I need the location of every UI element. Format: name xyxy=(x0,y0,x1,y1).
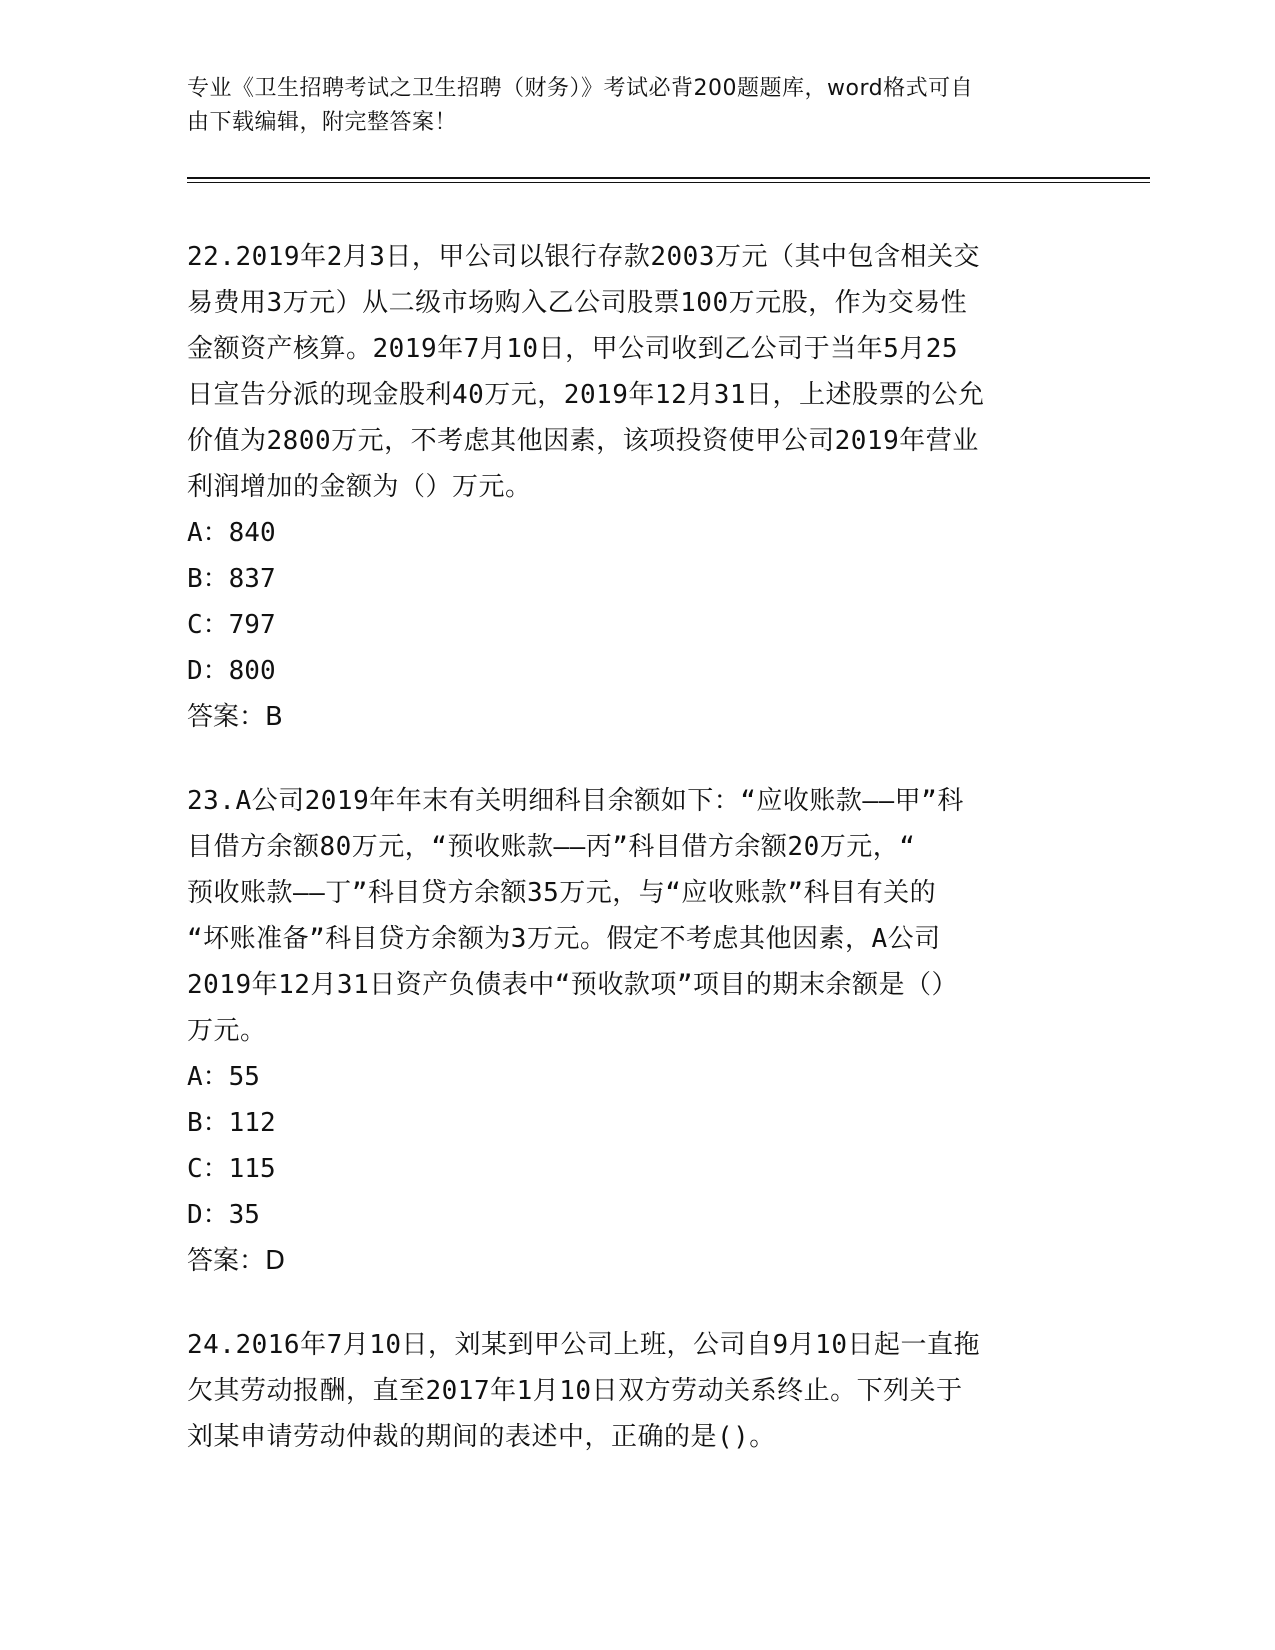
document-header xyxy=(187,72,1067,140)
question-text-line: 利润增加的金额为（）万元。 xyxy=(187,472,532,502)
header-line-2: 由下载编辑，附完整答案！ xyxy=(187,110,458,135)
question-text-line: 22.2019年2月3日，甲公司以银行存款2003万元（其中包含相关交 xyxy=(187,242,980,272)
question-text-line: 价值为2800万元，不考虑其他因素，该项投资使甲公司2019年营业 xyxy=(187,426,979,456)
question-23 xyxy=(187,778,1087,1284)
option-a: A：840 xyxy=(187,518,276,548)
option-a: A：55 xyxy=(187,1062,260,1092)
question-text-line: “坏账准备”科目贷方余额为3万元。假定不考虑其他因素，A公司 xyxy=(187,924,941,954)
option-c: C：797 xyxy=(187,610,276,640)
option-d: D：800 xyxy=(187,656,276,686)
question-24 xyxy=(187,1322,1087,1460)
question-text-line: 日宣告分派的现金股利40万元，2019年12月31日，上述股票的公允 xyxy=(187,380,985,410)
header-divider-thick xyxy=(187,177,1150,179)
question-22 xyxy=(187,234,1087,740)
question-text-line: 万元。 xyxy=(187,1016,267,1046)
question-text-line: 易费用3万元）从二级市场购入乙公司股票100万元股，作为交易性 xyxy=(187,288,968,318)
option-b: B：837 xyxy=(187,564,276,594)
option-d: D：35 xyxy=(187,1200,260,1230)
question-text-line: 23.A公司2019年年末有关明细科目余额如下：“应收账款——甲”科 xyxy=(187,786,964,816)
answer-line: 答案：B xyxy=(187,702,283,732)
question-text-line: 2019年12月31日资产负债表中“预收款项”项目的期末余额是（） xyxy=(187,970,959,1000)
header-divider-thin xyxy=(187,182,1150,183)
header-line-1: 专业《卫生招聘考试之卫生招聘（财务）》考试必背200题题库，word格式可自 xyxy=(187,76,974,101)
option-c: C：115 xyxy=(187,1154,276,1184)
question-text-line: 刘某申请劳动仲裁的期间的表述中，正确的是()。 xyxy=(187,1422,776,1452)
option-b: B：112 xyxy=(187,1108,276,1138)
question-text-line: 目借方余额80万元，“预收账款——丙”科目借方余额20万元，“ xyxy=(187,832,916,862)
question-text-line: 24.2016年7月10日，刘某到甲公司上班，公司自9月10日起一直拖 xyxy=(187,1330,980,1360)
answer-line: 答案：D xyxy=(187,1246,286,1276)
question-text-line: 欠其劳动报酬，直至2017年1月10日双方劳动关系终止。下列关于 xyxy=(187,1376,963,1406)
question-text-line: 预收账款——丁”科目贷方余额35万元，与“应收账款”科目有关的 xyxy=(187,878,937,908)
question-text-line: 金额资产核算。2019年7月10日，甲公司收到乙公司于当年5月25 xyxy=(187,334,959,364)
